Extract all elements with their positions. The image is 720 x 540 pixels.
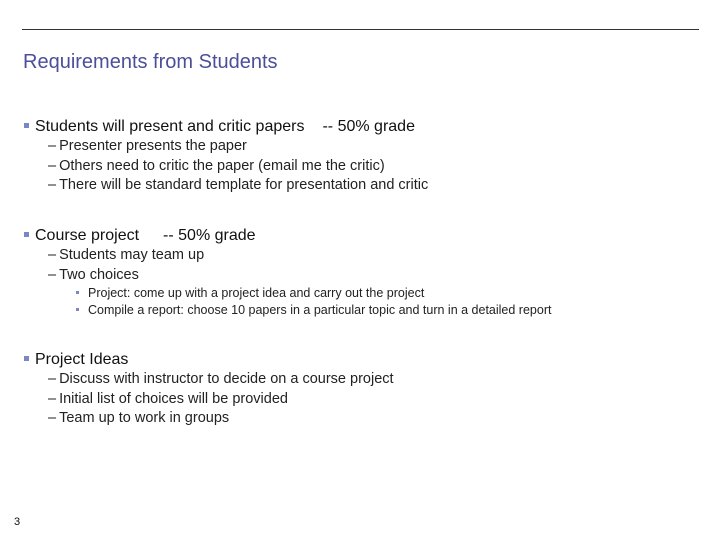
- item-text: Team up to work in groups: [59, 410, 230, 426]
- item-text: Initial list of choices will be provided: [59, 390, 288, 407]
- bullet-level2: [48, 157, 428, 177]
- bullet-level1: [23, 350, 394, 370]
- bullet-level1: [23, 226, 551, 246]
- dash-bullet-icon: –: [48, 177, 57, 193]
- bullet-level3: [76, 302, 551, 319]
- item-text: Students may team up: [59, 247, 205, 263]
- bullet-level2: [48, 137, 428, 157]
- dot-bullet-icon: [76, 291, 79, 294]
- subitem-text: Compile a report: choose 10 papers in a particular topic and turn in a detailed report: [88, 303, 552, 317]
- section-presentations: [23, 117, 428, 196]
- bullet-level2: [48, 370, 394, 390]
- section-label: Project Ideas: [35, 351, 129, 368]
- item-text: Presenter presents the paper: [59, 138, 247, 154]
- bullet-level3: [76, 285, 551, 302]
- dash-bullet-icon: –: [48, 247, 57, 263]
- dash-bullet-icon: –: [48, 157, 57, 174]
- dash-bullet-icon: –: [48, 138, 57, 154]
- bullet-level2: [48, 390, 394, 410]
- square-bullet-icon: [24, 232, 29, 237]
- section-course-project: [23, 226, 551, 319]
- item-text: Discuss with instructor to decide on a course project: [59, 371, 394, 387]
- section-label: Course project: [35, 227, 140, 244]
- page-number: 3: [14, 516, 21, 528]
- section-project-ideas: [23, 350, 394, 429]
- dash-bullet-icon: –: [48, 410, 57, 426]
- bullet-level2: [48, 266, 551, 286]
- section-label: Students will present and critic papers: [35, 118, 305, 135]
- bullet-level2: [48, 409, 394, 429]
- dash-bullet-icon: –: [48, 266, 57, 283]
- bullet-level2: [48, 176, 428, 196]
- dash-bullet-icon: –: [48, 371, 57, 387]
- subitem-text: Project: come up with a project idea and carry out the project: [88, 286, 425, 300]
- dot-bullet-icon: [76, 308, 79, 311]
- square-bullet-icon: [24, 123, 29, 128]
- item-text: Two choices: [59, 266, 139, 283]
- item-text: Others need to critic the paper (email me the critic): [59, 157, 385, 174]
- section-grade-note: -- 50% grade: [163, 227, 256, 244]
- square-bullet-icon: [24, 356, 29, 361]
- top-divider: [22, 29, 699, 30]
- item-text: There will be standard template for presentation and critic: [59, 177, 429, 193]
- section-grade-note: -- 50% grade: [322, 118, 415, 135]
- bullet-level2: [48, 246, 551, 266]
- slide-title: Requirements from Students: [23, 51, 278, 73]
- bullet-level1: [23, 117, 428, 137]
- dash-bullet-icon: –: [48, 390, 57, 407]
